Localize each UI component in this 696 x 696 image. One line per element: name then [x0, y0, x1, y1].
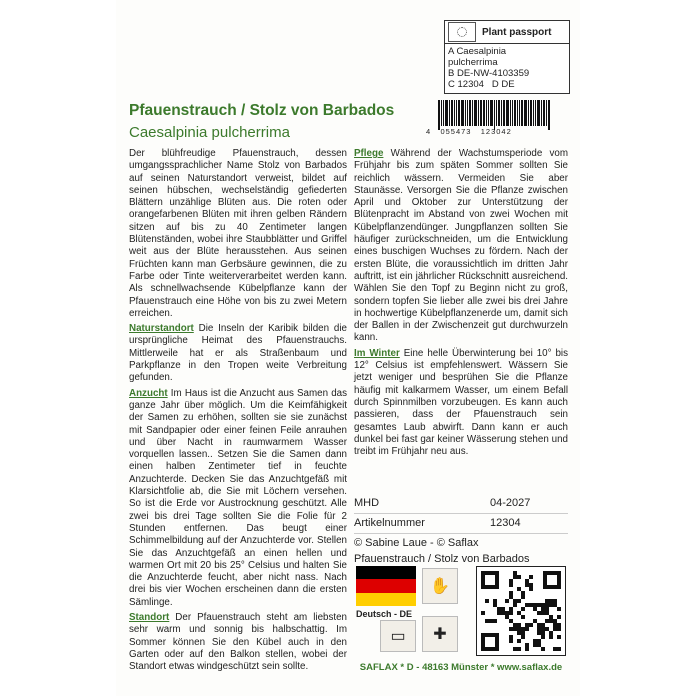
- barcode-digits-2: 055473: [440, 127, 472, 136]
- barcode-bar: [443, 100, 444, 126]
- qr-module: [557, 607, 561, 611]
- seed-in-hand-icon: ✋: [422, 568, 458, 604]
- article-number-label: Artikelnummer: [354, 517, 425, 529]
- barcode-bar: [472, 100, 473, 126]
- qr-module: [557, 627, 561, 631]
- plant-passport-title: Plant passport: [482, 26, 552, 38]
- barcode-bar: [494, 100, 495, 130]
- qr-module: [521, 635, 525, 639]
- product-title: Pfauenstrauch / Stolz von Barbados: [129, 102, 395, 119]
- barcode-bar: [441, 100, 442, 126]
- mhd-row: [354, 494, 568, 514]
- qr-code: [476, 566, 566, 656]
- text-column-right: [354, 148, 568, 461]
- qr-module: [509, 611, 513, 615]
- section-pflege: Pflege Während der Wachstumsperiode vom Frühjahr bis zum späten Sommer sollten Sie reichlich wässern. Vermeiden Sie aber Staunässe. Versorgen Sie die Pflanze zwischen April und Oktober zur Unterstützung der Blütenpracht im Abstand von zwei Wochen mit Kübelpflanzendünger. Jungpflanzen sollten Sie häufiger zurückschneiden, um die Entwicklung eines buschigen Wuchses zu fördern. Nach der ersten Blüte, die voraussichtlich im dritten Jahr auftritt, ist ein jährlicher Rückschnitt ausreichend. Wählen Sie den Topf zu Beginn nicht zu groß, sondern topfen Sie lieber alle zwei bis drei Jahre in hochwertige Kübelpflanzenerde um, damit sich der Ballen in der Zwischenzeit gut durchwurzeln kann.: [354, 148, 568, 344]
- barcode-bar: [537, 100, 540, 126]
- qr-module: [481, 611, 485, 615]
- barcode-bar: [456, 100, 457, 126]
- seed-packet-back: [116, 0, 580, 696]
- barcode-bar: [469, 100, 471, 126]
- barcode-bar: [458, 100, 460, 126]
- qr-module: [557, 615, 561, 619]
- barcode-bar: [501, 100, 502, 126]
- text-column-left: [129, 148, 347, 676]
- barcode-bar: [519, 100, 520, 126]
- mhd-value: 04-2027: [490, 497, 531, 509]
- qr-module: [517, 639, 521, 643]
- plant-passport-header: [445, 21, 569, 44]
- eu-flag-icon: [448, 22, 476, 42]
- barcode-bar: [517, 100, 518, 126]
- heading-winter: Im Winter: [354, 347, 400, 359]
- barcode-bar: [521, 100, 523, 126]
- barcode-digits-3: 123042: [480, 127, 512, 136]
- qr-module: [529, 623, 533, 627]
- barcode-bar: [510, 100, 511, 126]
- heading-standort: Standort: [129, 611, 170, 623]
- barcode-bar: [449, 100, 450, 126]
- barcode-bar: [514, 100, 516, 126]
- qr-module: [521, 607, 525, 611]
- article-number-value: 12304: [490, 517, 521, 529]
- section-standort: Standort Der Pfauenstrauch steht am liebsten sehr warm und sonnig bis halbschattig. Im Sommer können Sie den Kübel auch in den Garten oder auf den Balkon stellen, wobei der Standort etwas windgeschützt sein sollte.: [129, 611, 347, 673]
- plant-passport: [444, 20, 570, 94]
- qr-module: [493, 619, 497, 623]
- barcode-bar: [474, 100, 477, 126]
- passport-line-c: C 12304: [448, 79, 484, 90]
- qr-module: [509, 583, 513, 587]
- barcode-bar: [461, 100, 464, 126]
- barcode-bar: [503, 100, 505, 126]
- qr-module: [549, 635, 553, 639]
- barcode-bar: [512, 100, 513, 126]
- barcode-bar: [465, 100, 466, 126]
- barcode-bar: [445, 100, 448, 126]
- botanical-name: Caesalpinia pulcherrima: [129, 124, 290, 141]
- barcode-bar: [486, 100, 487, 126]
- barcode-bar: [483, 100, 485, 126]
- barcode: [426, 100, 570, 136]
- barcode-bar: [496, 100, 497, 126]
- passport-line-a: A Caesalpinia: [448, 46, 507, 57]
- barcode-bar: [454, 100, 455, 126]
- barcode-bar: [451, 100, 453, 126]
- qr-module: [525, 647, 529, 651]
- publisher-footer: SAFLAX * D - 48163 Münster * www.saflax.de: [359, 662, 563, 673]
- german-flag-icon: [356, 566, 416, 606]
- article-number-row: [354, 514, 568, 534]
- qr-module: [505, 599, 509, 603]
- product-name-line: Pfauenstrauch / Stolz von Barbados: [354, 553, 530, 565]
- intro-text: Der blühfreudige Pfauenstrauch, dessen umgangssprachlicher Name Stolz von Barbados auf seinen Naturstandort verweist, bildet auf seinen hübschen, wechselständig gefiederten Blättern unzählige Blüten aus. Die roten oder orangefarbenen Blüten mit ihren gelben Rändern sitzen auf bis zu 40 Zentimeter langen Blütenständen, wobei ihre Staubblätter und Griffel weit aus der Blüte herausstehen. Aus seinen Früchten kann man Gerbsäure gewinnen, die zu Farbe oder Tinte weiterverarbeitet werden kann. Als schnellwachsende Kübelpflanze kann der Pfauenstrauch eine Höhe von bis zu zwei Metern erreichen.: [129, 148, 347, 319]
- mhd-label: MHD: [354, 497, 380, 509]
- qr-module: [557, 647, 561, 651]
- passport-line-d: D DE: [491, 79, 515, 90]
- qr-module: [517, 575, 521, 579]
- barcode-bar: [535, 100, 536, 126]
- barcode-bar: [524, 100, 527, 126]
- qr-module: [517, 599, 521, 603]
- barcode-bar: [533, 100, 534, 126]
- soil-pot-icon: ▭: [380, 620, 416, 652]
- section-naturstandort: Naturstandort Die Inseln der Karibik bilden die ursprüngliche Heimat des Pfauenstrauchs. Mittlerweile hat er als Straßenbaum und Parkpflanze in den Tropen weite Verbreitung gefunden.: [129, 323, 347, 384]
- qr-module: [525, 627, 529, 631]
- barcode-bar: [490, 100, 493, 126]
- language-label: Deutsch - DE: [356, 609, 413, 619]
- sowing-tray-icon: ✚: [422, 616, 458, 652]
- barcode-bar: [543, 100, 545, 126]
- barcode-bar: [478, 100, 479, 126]
- qr-module: [517, 647, 521, 651]
- barcode-bar: [506, 100, 509, 126]
- heading-pflege: Pflege: [354, 148, 384, 159]
- qr-module: [509, 639, 513, 643]
- product-info: [354, 494, 568, 566]
- barcode-bar: [528, 100, 529, 126]
- qr-module: [541, 635, 545, 639]
- passport-line-b: B DE-NW-4103359: [448, 68, 530, 79]
- barcode-bar: [498, 100, 500, 126]
- qr-module: [521, 615, 525, 619]
- qr-module: [529, 575, 533, 579]
- qr-module: [485, 599, 489, 603]
- section-winter: Im Winter Eine helle Überwinterung bei 10° bis 12° Celsius ist empfehlenswert. Wässern Sie jetzt weniger und besprühen Sie die Pflanze häufig mit kalkarmem Wasser, um einem Befall durch Spinnmilben vorzubeugen. Es kann auch passieren, dass der Pfauenstrauch sein gesamtes Laub abwirft. Dann kann er auch dunkel bei fast gar keiner Wässerung stehen und treibt im Frühjahr neu aus.: [354, 347, 569, 458]
- qr-module: [541, 647, 545, 651]
- barcode-bar: [548, 100, 550, 130]
- barcode-bar: [488, 100, 489, 126]
- qr-module: [557, 635, 561, 639]
- barcode-bar: [541, 100, 542, 126]
- section-anzucht: Anzucht Im Haus ist die Anzucht aus Samen das ganze Jahr über möglich. Um die Keimfähigkeit der Samen zu erhöhen, sollten sie sie zunächst mit Sandpapier oder einer feinen Feile anrauhen und über Nacht in raumwarmem Wasser vorquellen lassen.. Setzen Sie die Samen dann einen halben Zentimeter tief in feuchte Anzuchterde. Decken Sie das Anzuchtgefäß mit Klarsichtfolie ab, die Sie mit Löchern versehen. So ist die Erde vor Austrocknung geschützt. Alle zwei bis drei Tage sollten Sie die Folie für 2 Stunden entfernen. Das beugt einer Schimmelbildung auf der Anzuchterde vor. Stellen Sie das Anzuchtgefäß an einen hellen und warmen Ort mit 20 bis 25° Celsius und halten Sie die Anzuchterde feucht, aber nicht nass. Nach drei bis vier Wochen erscheinen dann die ersten Sämlinge.: [129, 387, 347, 608]
- barcode-bar: [467, 100, 468, 126]
- qr-module: [529, 587, 533, 591]
- heading-anzucht: Anzucht: [129, 387, 168, 399]
- copyright: © Sabine Laue - © Saflax: [354, 537, 479, 549]
- barcode-digit-1: 4: [426, 127, 432, 136]
- qr-module: [513, 603, 517, 607]
- heading-naturstandort: Naturstandort: [129, 323, 194, 335]
- barcode-bar: [530, 100, 532, 126]
- barcode-bar: [480, 100, 482, 126]
- barcode-bars: [438, 100, 570, 126]
- barcode-bar: [546, 100, 547, 126]
- passport-line-a2: pulcherrima: [448, 57, 498, 68]
- barcode-bar: [438, 100, 440, 130]
- qr-module: [521, 595, 525, 599]
